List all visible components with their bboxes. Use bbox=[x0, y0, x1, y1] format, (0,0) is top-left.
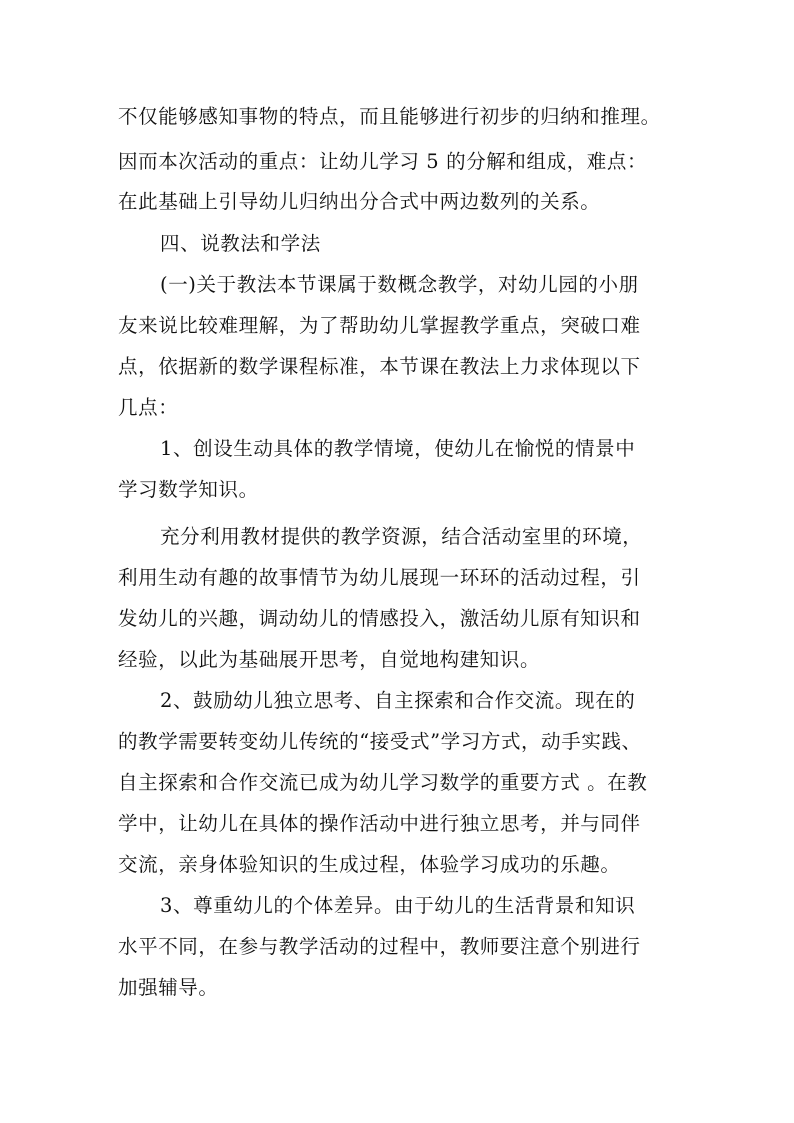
text-line-16: 的教学需要转变幼儿传统的“接受式”学习方式，动手实践、 bbox=[118, 730, 642, 753]
text-line-8: 几点： bbox=[118, 396, 179, 419]
text-line-18: 学中，让幼儿在具体的操作活动中进行独立思考，并与同伴 bbox=[118, 812, 641, 835]
text-line-5: (一)关于教法本节课属于数概念教学，对幼儿园的小朋 bbox=[160, 273, 639, 296]
text-line-22: 加强辅导。 bbox=[118, 976, 219, 999]
text-line-11: 充分利用教材提供的教学资源，结合活动室里的环境， bbox=[160, 525, 643, 548]
text-line-15: 2、鼓励幼儿独立思考、自主探索和合作交流。现在的 bbox=[160, 689, 636, 712]
text-line-6: 友来说比较难理解，为了帮助幼儿掌握教学重点，突破口难 bbox=[118, 314, 641, 337]
text-line-7: 点，依据新的数学课程标准，本节课在教法上力求体现以下 bbox=[118, 355, 641, 378]
text-line-20: 3、尊重幼儿的个体差异。由于幼儿的生活背景和知识 bbox=[160, 894, 636, 917]
text-line-2: 因而本次活动的重点：让幼儿学习 5 的分解和组成，难点： bbox=[118, 150, 648, 173]
text-line-12: 利用生动有趣的故事情节为幼儿展现一环环的活动过程，引 bbox=[118, 566, 641, 589]
text-line-13: 发幼儿的兴趣，调动幼儿的情感投入，激活幼儿原有知识和 bbox=[118, 607, 641, 630]
text-line-14: 经验，以此为基础展开思考，自觉地构建知识。 bbox=[118, 648, 541, 671]
text-line-10: 学习数学知识。 bbox=[118, 478, 259, 501]
section-heading-4: 四、说教法和学法 bbox=[160, 232, 321, 255]
text-line-19: 交流，亲身体验知识的生成过程，体验学习成功的乐趣。 bbox=[118, 853, 621, 876]
text-line-3: 在此基础上引导幼儿归纳出分合式中两边数列的关系。 bbox=[118, 190, 601, 213]
text-line-1: 不仅能够感知事物的特点，而且能够进行初步的归纳和推理。 bbox=[118, 105, 661, 128]
text-line-17: 自主探索和合作交流已成为幼儿学习数学的重要方式 。在教 bbox=[118, 771, 648, 794]
text-line-9: 1、创设生动具体的教学情境，使幼儿在愉悦的情景中 bbox=[160, 437, 636, 460]
text-line-21: 水平不同，在参与教学活动的过程中，教师要注意个别进行 bbox=[118, 935, 641, 958]
